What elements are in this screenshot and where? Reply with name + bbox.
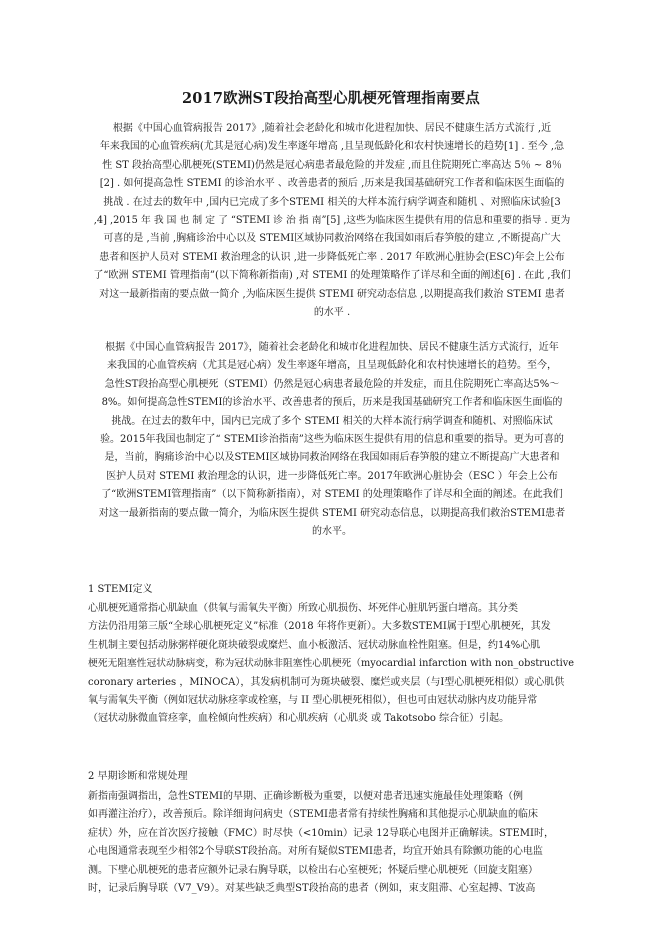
text-line: 的水平 .	[313, 306, 351, 318]
intro-paragraph-2	[88, 339, 576, 541]
text-line: 心肌梗死通常指心肌缺血（供氧与需氧失平衡）所致心肌损伤、坏死伴心脏肌钙蛋白增高。其分类	[88, 603, 518, 614]
text-line: [2] . 如何提高急性 STEMI 的诊治水平 、改善患者的预后 ,历来是我国基础研究工作者和临床医生面临的	[99, 178, 565, 190]
text-line: 验。2015年我国也制定了“ STEMI诊治指南”这些为临床医生提供有用的信息和重要的指导。更为可喜的	[100, 433, 564, 445]
text-line: 性 ST 段抬高型心肌梗死(STEMI)仍然是冠心病患者最危险的并发症 ,而且住院期死亡率高达 5％ ~ 8％	[102, 159, 562, 171]
text-line: 根据《中国心血管病报告 2017》,随着社会老龄化和城市化进程加快、居民不健康生活方式流行 ,近	[112, 123, 552, 134]
text-line: 挑战 . 在过去的数年中 ,国内已完成了多个STEMI 相关的大样本流行病学调查和随机 、对照临床试验[3	[103, 196, 561, 208]
text-line: 8%。如何提高急性STEMI的诊治水平、改善患者的预后，历来是我国基础研究工作者和临床医生面临的	[101, 397, 563, 409]
text-line: 氧与需氧失平衡（例如冠状动脉痉挛或栓塞，与 II 型心肌梗死相似），但也可由冠状动脉内皮功能异常	[88, 694, 538, 706]
text-line: 心电图通常表现至少相邻2个导联ST段抬高。对所有疑似STEMI患者，均宜开始具有除颤功能的心电监	[88, 846, 543, 858]
text-line: 症状）外，应在首次医疗接触（FMC）时尽快（<10min）记录 12导联心电图并正确解读。STEMI时，	[88, 827, 554, 839]
text-line: 的水平。	[312, 525, 352, 537]
text-line: coronary arteries ，MINOCA），其发病机制可为斑块破裂、糜烂或夹层（与Ⅰ型心肌梗死相似）或心肌供	[88, 676, 565, 688]
text-line: 急性ST段抬高型心肌梗死（STEMI）仍然是冠心病患者最危险的并发症，而且住院期死亡率高达5%～	[104, 378, 560, 390]
text-line: 挑战。在过去的数年中，国内已完成了多个 STEMI 相关的大样本流行病学调查和随机、对照临床试	[111, 415, 553, 427]
page-title: 2017欧洲ST段抬高型心肌梗死管理指南要点	[181, 90, 481, 107]
section-heading-definition: 1 STEMI定义	[88, 584, 153, 595]
text-line: 了“欧洲 STEMI 管理指南”(以下简称新指南) ,对 STEMI 的处理策略作了详尽和全面的阐述[6] . 在此 ,我们	[93, 270, 571, 282]
section-1-paragraph	[88, 600, 576, 729]
text-line: 新指南强调指出，急性STEMI的早期、正确诊断极为重要，以便对患者迅速实施最佳处理策略（例	[88, 791, 524, 802]
text-line: 患者和医护人员对 STEMI 救治理念的认识 ,进一步降低死亡率 . 2017 年欧洲心脏协会(ESC)年会上公布	[99, 251, 565, 263]
text-line: 年来我国的心血管疾病(尤其是冠心病)发生率逐年增高 ,且呈现低龄化和农村快速增长的趋势[1] . 至今 ,急	[99, 141, 565, 153]
text-line: （冠状动脉微血管痉挛，血栓倾向性疾病）和心肌疾病（心肌炎 或 Takotsobo 综合征）引起。	[88, 713, 510, 725]
text-line: 如再灌注治疗），改善预后。除详细询问病史（STEMI患者常有持续性胸痛和其他提示心肌缺血的临床	[88, 809, 539, 821]
text-line: 时，记录后胸导联（V7_V9）。对某些缺乏典型ST段抬高的患者（例如，束支阻滞、心室起搏、T波高	[88, 882, 536, 894]
text-line: 可喜的是 ,当前 ,胸痛诊治中心以及 STEMI区域协同救治网络在我国如雨后春笋般的建立 ,不断提高广大	[103, 233, 561, 245]
text-line: 医护人员对 STEMI 救治理念的认识，进一步降低死亡率。2017年欧洲心脏协会（ESC ）年会上公布	[106, 470, 558, 482]
text-line: 根据《中国心血管病报告 2017》，随着社会老龄化和城市化进程加快、居民不健康生活方式流行，近年	[105, 342, 559, 353]
text-line: 对这一最新指南的要点做一简介 ,为临床医生提供 STEMI 研究动态信息 ,以期提高我们救治 STEMI 患者	[99, 288, 565, 300]
text-line: ,4] ,2015 年 我 国 也 制 定 了 “STEMI 诊 治 指 南”[5] ,这些为临床医生提供有用的信息和重要的指导 . 更为	[93, 214, 571, 226]
text-line: 对这一最新指南的要点做一简介，为临床医生提供 STEMI 研究动态信息，以期提高我们救治STEMI患者	[98, 507, 566, 519]
text-line: 测。下壁心肌梗死的患者应额外记录右胸导联，以检出右心室梗死；怀疑后壁心肌梗死（回旋支阻塞）	[88, 864, 538, 876]
section-2-paragraph	[88, 788, 576, 898]
text-line: 是，当前，胸痛诊治中心以及STEMI区域协同救治网络在我国如雨后春笋般的建立不断提高广大患者和	[104, 452, 560, 464]
text-line: 来我国的心血管疾病（尤其是冠心病）发生率逐年增高，且呈现低龄化和农村快速增长的趋势。至今，	[107, 360, 557, 372]
text-line: 生机制主要包括动脉粥样硬化斑块破裂或糜烂、血小板激活、冠状动脉血栓性阻塞。但是，约14%心肌	[88, 639, 541, 651]
text-line: 梗死无阻塞性冠状动脉病变，称为冠状动脉非阻塞性心肌梗死（myocardial infarction with non_obstructive	[88, 658, 574, 670]
intro-paragraph-1	[88, 120, 576, 322]
text-line: 方法仍沿用第三版“全球心肌梗死定义”标准（2018 年将作更新）。大多数STEMI属于Ⅰ型心肌梗死，其发	[88, 621, 551, 633]
text-line: 了“欧洲STEMI管理指南”（以下简称新指南），对 STEMI 的处理策略作了详尽和全面的阐述。在此我们	[101, 489, 563, 501]
section-heading-early-diagnosis: 2 早期诊断和常规处理	[88, 771, 188, 782]
